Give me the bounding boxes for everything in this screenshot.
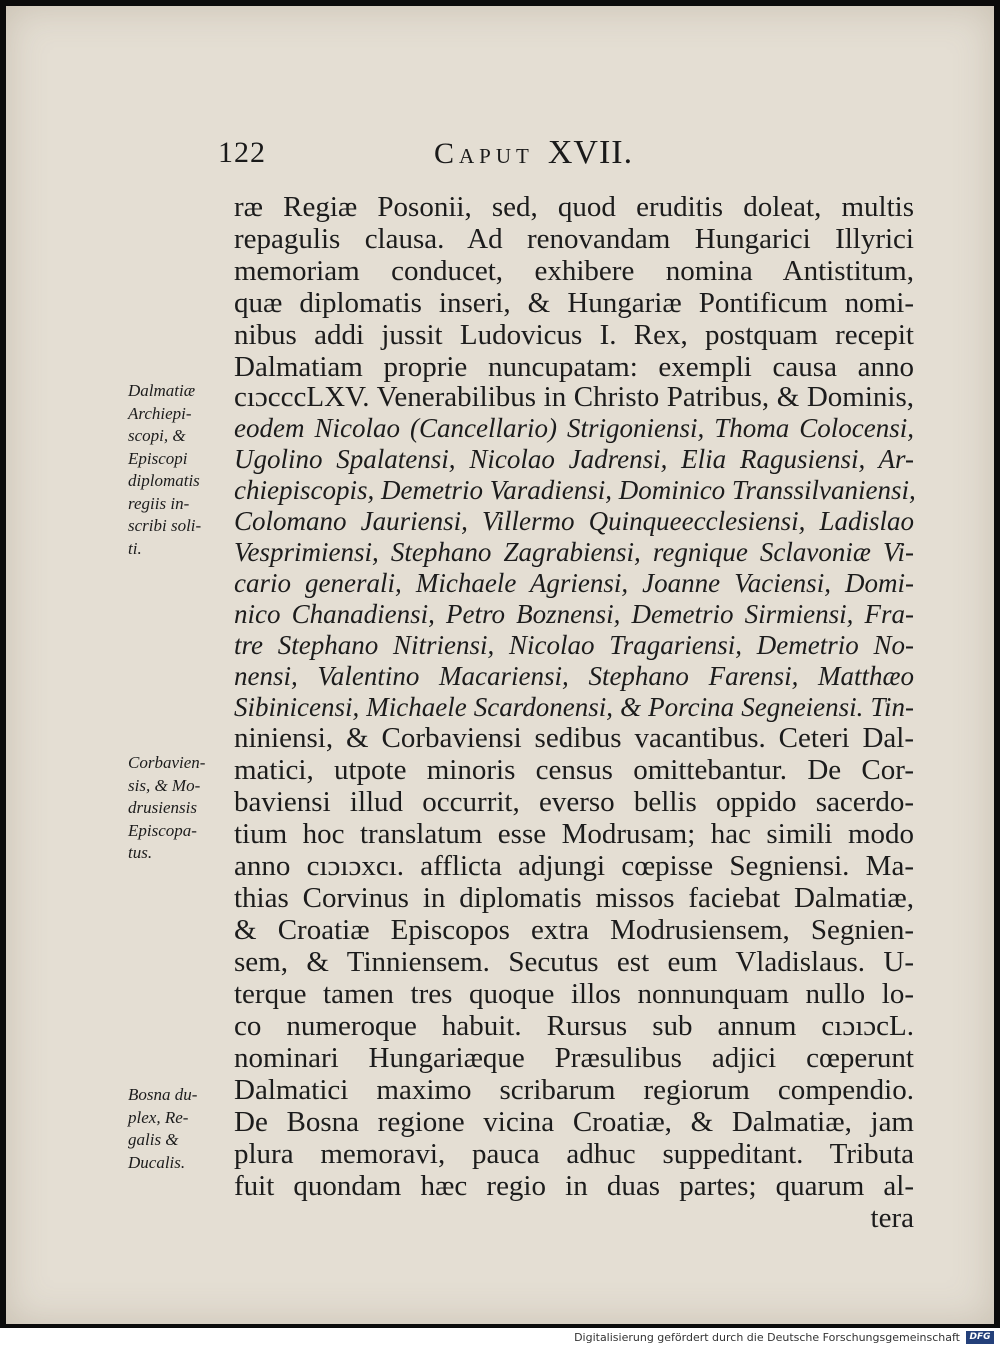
margin-note-line: regiis in- <box>128 493 190 513</box>
text-line: plura memoravi, pauca adhuc suppeditant. Tributa <box>234 1138 914 1170</box>
text-line: De Bosna regione vicina Croatiæ, & Dalmatiæ, jam <box>234 1106 914 1138</box>
margin-note-line: Dalmatiæ <box>128 381 196 400</box>
margin-note <box>128 1084 228 1174</box>
margin-note-line: Episcopa- <box>128 820 197 840</box>
text-line: quæ diplomatis inseri, & Hungariæ Pontificum nomi- <box>234 287 914 319</box>
text-line: baviensi illud occurrit, everso bellis oppido sacerdo- <box>234 786 914 818</box>
book-page <box>6 6 994 1324</box>
margin-note-line: Archiepi- <box>128 403 192 423</box>
text-line: matici, utpote minoris census omittebantur. De Cor- <box>234 754 914 786</box>
text-line: tium hoc translatum esse Modrusam; hac simili modo <box>234 818 914 850</box>
text-line: anno cıɔıɔxcı. afflicta adjungi cœpisse Segniensi. Ma- <box>234 850 914 882</box>
margin-note-line: Corbavien- <box>128 753 206 772</box>
margin-note <box>128 380 228 560</box>
text-line: Ugolino Spalatensi, Nicolao Jadrensi, Elia Ragusiensi, Ar- <box>234 444 914 474</box>
text-line: thias Corvinus in diplomatis missos faciebat Dalmatiæ, <box>234 882 914 914</box>
text-line: nico Chanadiensi, Petro Boznensi, Demetrio Sirmiensi, Fra- <box>234 599 914 629</box>
text-line: tera <box>870 1202 914 1234</box>
margin-note-line: tus. <box>128 843 153 862</box>
text-line: Dalmatici maximo scribarum regiorum compendio. <box>234 1074 914 1106</box>
text-line: sem, & Tinniensem. Secutus est eum Vladislaus. U- <box>234 946 914 978</box>
text-line: nominari Hungariæque Præsulibus adjici cœperunt <box>234 1042 914 1074</box>
text-line: Sibinicensi, Michaele Scardonensi, & Porcina Segneiensi. Tin- <box>234 692 914 722</box>
text-line: Vesprimiensi, Stephano Zagrabiensi, regnique Sclavoniæ Vi- <box>234 537 914 567</box>
dfg-logo-icon: DFG <box>966 1331 994 1344</box>
text-line: cario generali, Michaele Agriensi, Joanne Vaciensi, Domi- <box>234 568 914 598</box>
text-line: nensi, Valentino Macariensi, Stephano Farensi, Matthæo <box>234 661 914 691</box>
margin-note-line: drusiensis <box>128 798 197 817</box>
page-number: 122 <box>218 136 266 169</box>
running-title-word: Caput <box>434 137 534 170</box>
margin-note-line: Episcopi <box>128 448 188 468</box>
text-line: & Croatiæ Episcopos extra Modrusiensem, Segnien- <box>234 914 914 946</box>
text-line: terque tamen tres quoque illos nonnunquam nullo lo- <box>234 978 914 1010</box>
text-line: ræ Regiæ Posonii, sed, quod eruditis doleat, multis <box>234 191 914 223</box>
footer-credit: Digitalisierung gefördert durch die Deutsche Forschungsgemeinschaft <box>574 1331 960 1344</box>
text-line: niniensi, & Corbaviensi sedibus vacantibus. Ceteri Dal- <box>234 722 914 754</box>
margin-note-line: scribi soli- <box>128 516 202 535</box>
text-line: nibus addi jussit Ludovicus I. Rex, postquam recepit <box>234 319 914 351</box>
margin-note-line: Bosna du- <box>128 1085 198 1104</box>
text-line: tre Stephano Nitriensi, Nicolao Tragariensi, Demetrio No- <box>234 630 914 660</box>
margin-note-line: scopi, & <box>128 426 186 445</box>
margin-note <box>128 752 228 865</box>
margin-note-line: diplomatis <box>128 471 200 490</box>
text-line: chiepiscopis, Demetrio Varadiensi, Dominico Transsilvaniensi, <box>234 475 916 505</box>
text-line: memoriam conducet, exhibere nomina Antistitum, <box>234 255 914 287</box>
margin-note-line: galis & <box>128 1130 179 1149</box>
margin-note-line: sis, & Mo- <box>128 775 201 795</box>
text-line: eodem Nicolao (Cancellario) Strigoniensi, Thoma Colocensi, <box>234 413 914 443</box>
margin-note-line: ti. <box>128 538 142 558</box>
text-line: repagulis clausa. Ad renovandam Hungarici Illyrici <box>234 223 914 255</box>
digitization-footer <box>0 1328 1000 1348</box>
margin-note-line: plex, Re- <box>128 1107 189 1127</box>
chapter-number: XVII. <box>547 134 634 171</box>
text-line: co numeroque habuit. Rursus sub annum cıɔıɔcL. <box>234 1010 914 1042</box>
text-line: cıɔcccLXV. Venerabilibus in Christo Patribus, & Dominis, <box>234 381 914 413</box>
text-line: Dalmatiam proprie nuncupatam: exempli causa anno <box>234 351 914 383</box>
margin-note-line: Ducalis. <box>128 1152 186 1172</box>
text-line: fuit quondam hæc regio in duas partes; quarum al- <box>234 1170 914 1202</box>
text-line: Colomano Jauriensi, Villermo Quinqueecclesiensi, Ladislao <box>234 506 914 536</box>
